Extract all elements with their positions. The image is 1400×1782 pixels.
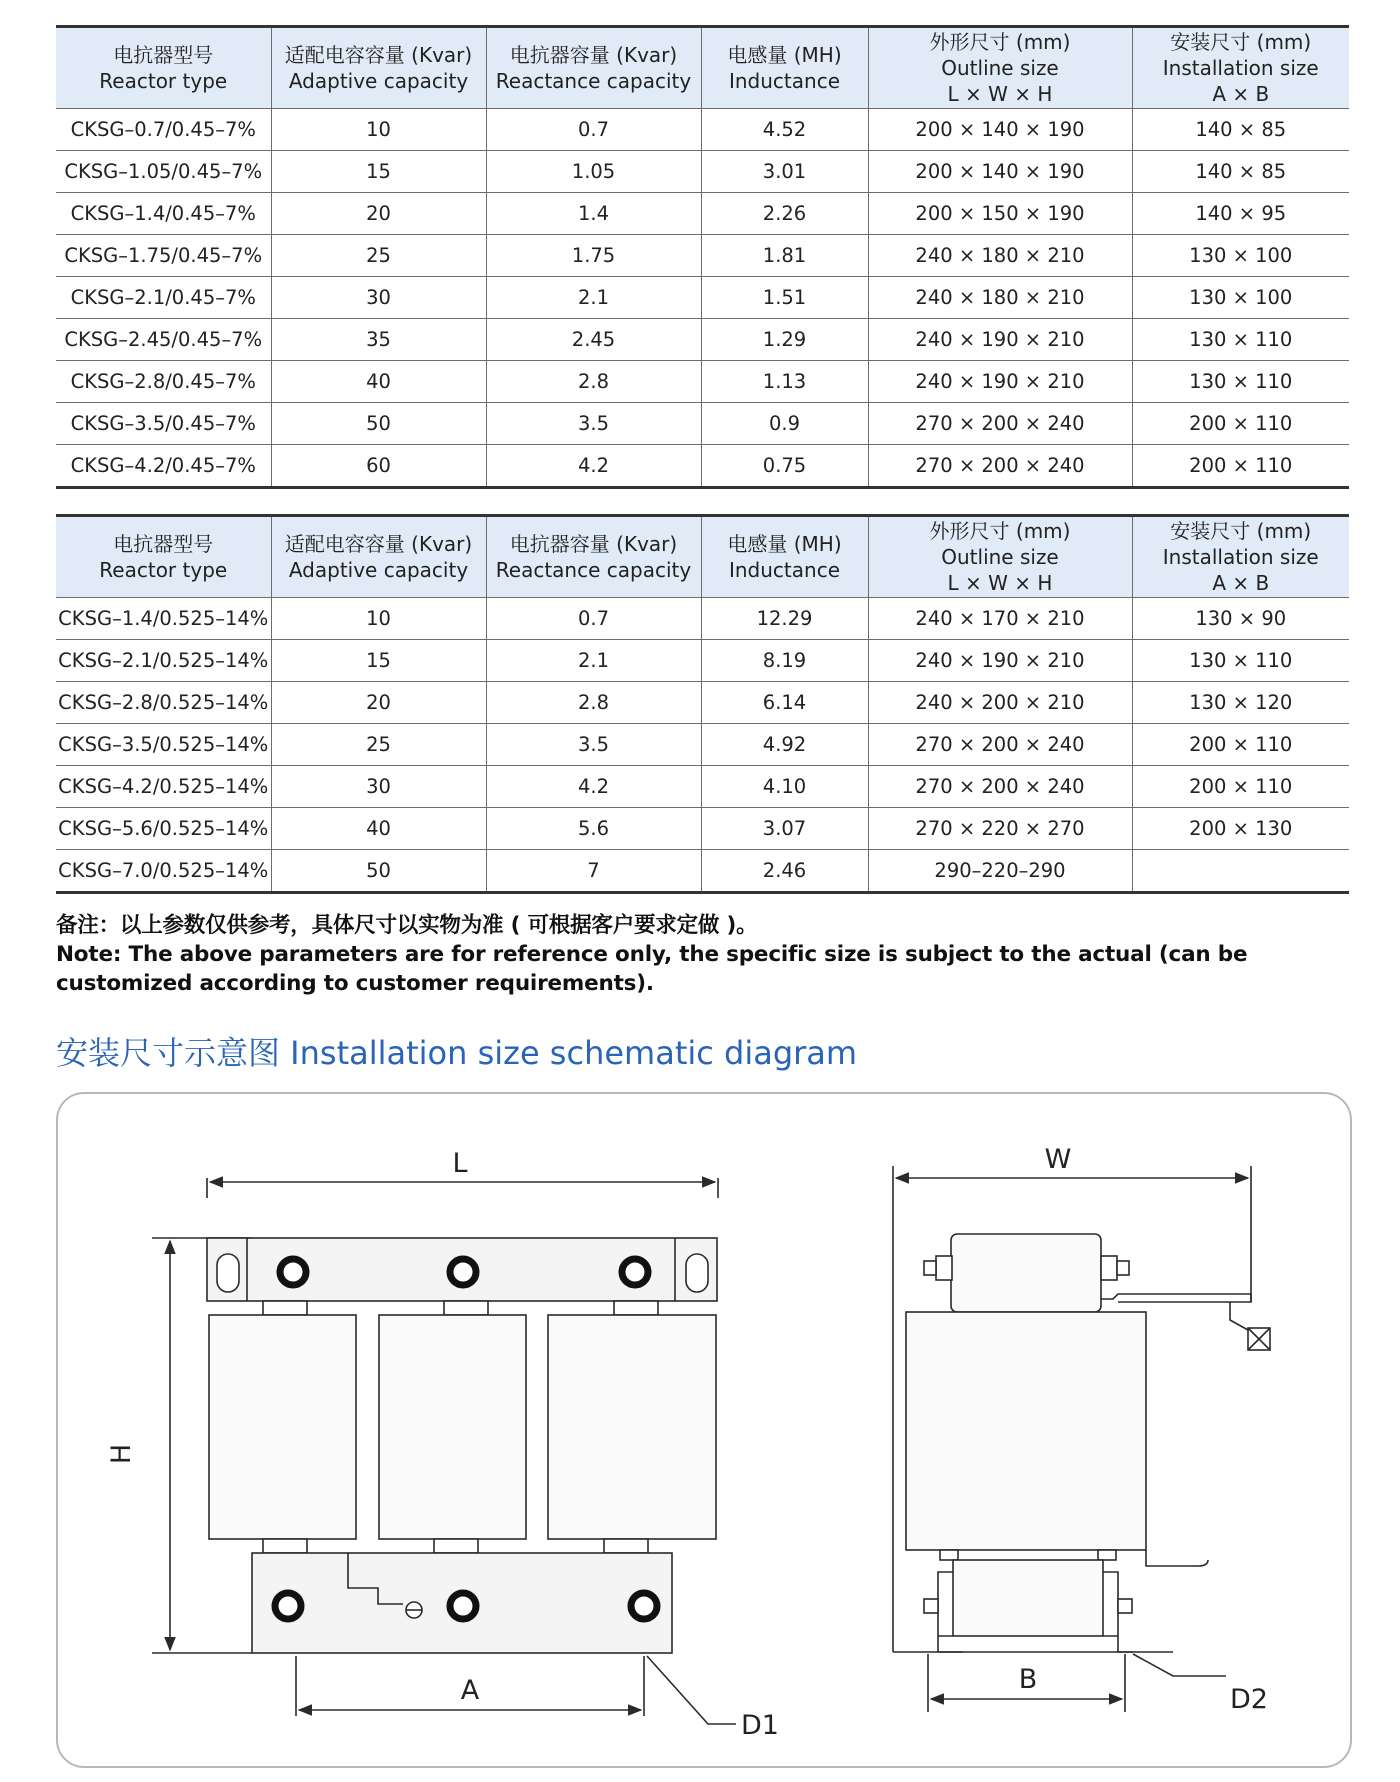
cell-installation-size: 200 × 110	[1132, 445, 1349, 488]
cell-outline-size: 240 × 190 × 210	[868, 640, 1132, 682]
terminal-lead	[1230, 1302, 1248, 1330]
cell-inductance: 12.29	[701, 598, 868, 640]
terminal-bottom-2	[450, 1593, 476, 1619]
D1-leader	[647, 1656, 736, 1724]
cell-installation-size: 140 × 85	[1132, 109, 1349, 151]
header-cn: 适配电容容量 (Kvar)	[284, 532, 473, 556]
bolt-right-bottom	[1118, 1599, 1132, 1613]
side-clamp-2	[1098, 1550, 1116, 1560]
header-en: Adaptive capacity	[288, 558, 469, 582]
label-L: L	[452, 1148, 468, 1179]
header-inductance	[701, 516, 868, 598]
cell-reactance-capacity: 1.4	[486, 193, 701, 235]
table-row	[56, 193, 1349, 235]
cell-inductance: 1.13	[701, 361, 868, 403]
cell-installation-size: 130 × 110	[1132, 640, 1349, 682]
label-D1: D1	[741, 1710, 779, 1741]
header-cn: 电抗器型号	[113, 43, 214, 67]
header-cn: 电感量 (MH)	[727, 532, 842, 556]
header-cn: 外形尺寸 (mm)	[929, 30, 1071, 54]
cell-installation-size: 130 × 110	[1132, 319, 1349, 361]
table-row	[56, 361, 1349, 403]
label-D2: D2	[1230, 1684, 1268, 1715]
header-en: Reactor type	[99, 69, 228, 93]
header-reactor-type	[56, 516, 271, 598]
cell-installation-size: 200 × 130	[1132, 808, 1349, 850]
cell-outline-size: 270 × 220 × 270	[868, 808, 1132, 850]
terminal-top-2	[450, 1259, 476, 1285]
header-en: Reactance capacity	[495, 558, 692, 582]
cell-adaptive-capacity: 50	[271, 403, 486, 445]
header-installation-size	[1132, 516, 1349, 598]
table-header-row	[56, 27, 1349, 109]
cell-adaptive-capacity: 25	[271, 235, 486, 277]
cell-outline-size: 240 × 170 × 210	[868, 598, 1132, 640]
cell-inductance: 4.92	[701, 724, 868, 766]
cell-inductance: 4.10	[701, 766, 868, 808]
cell-outline-size: 200 × 140 × 190	[868, 109, 1132, 151]
note-chinese: 备注：以上参数仅供参考，具体尺寸以实物为准 ( 可根据客户要求定做 )。	[56, 913, 758, 938]
header-cn: 电抗器容量 (Kvar)	[509, 532, 678, 556]
cell-reactance-capacity: 3.5	[486, 724, 701, 766]
cell-installation-size: 130 × 100	[1132, 277, 1349, 319]
side-view	[893, 1144, 1270, 1715]
cell-reactance-capacity: 0.7	[486, 109, 701, 151]
header-inductance	[701, 27, 868, 109]
cell-reactance-capacity: 2.45	[486, 319, 701, 361]
cell-reactance-capacity: 0.7	[486, 598, 701, 640]
header-dims: L × W × H	[947, 82, 1053, 106]
cell-inductance: 1.81	[701, 235, 868, 277]
label-H: H	[106, 1443, 137, 1465]
cell-installation-size: 130 × 90	[1132, 598, 1349, 640]
cell-outline-size: 240 × 190 × 210	[868, 319, 1132, 361]
header-en: Adaptive capacity	[288, 69, 469, 93]
header-cn: 电抗器型号	[113, 532, 214, 556]
terminal-bottom-1	[275, 1593, 301, 1619]
clamp-top-1	[263, 1301, 307, 1315]
cell-reactance-capacity: 1.75	[486, 235, 701, 277]
header-en: Inductance	[728, 558, 840, 582]
header-en: Installation size	[1162, 56, 1319, 80]
cell-outline-size: 290–220–290	[868, 850, 1132, 893]
cell-inductance: 0.75	[701, 445, 868, 488]
cell-reactor-type: CKSG–4.2/0.525–14%	[56, 766, 271, 808]
schematic-diagram	[58, 1094, 1350, 1766]
cell-outline-size: 270 × 200 × 240	[868, 766, 1132, 808]
header-reactance-capacity	[486, 516, 701, 598]
foot-right	[1118, 1636, 1133, 1652]
reactor-table-7pct	[56, 25, 1349, 489]
header-en: Outline size	[941, 545, 1059, 569]
cell-reactance-capacity: 5.6	[486, 808, 701, 850]
table-row	[56, 445, 1349, 488]
cell-reactor-type: CKSG–5.6/0.525–14%	[56, 808, 271, 850]
terminal-top-3	[622, 1259, 648, 1285]
table-row	[56, 808, 1349, 850]
cell-reactance-capacity: 7	[486, 850, 701, 893]
cell-inductance: 8.19	[701, 640, 868, 682]
table-row	[56, 682, 1349, 724]
cell-reactor-type: CKSG–1.05/0.45–7%	[56, 151, 271, 193]
cell-reactor-type: CKSG–1.4/0.45–7%	[56, 193, 271, 235]
cell-adaptive-capacity: 25	[271, 724, 486, 766]
table-row	[56, 640, 1349, 682]
cell-adaptive-capacity: 35	[271, 319, 486, 361]
cell-installation-size: 200 × 110	[1132, 724, 1349, 766]
cell-adaptive-capacity: 50	[271, 850, 486, 893]
nut-left-top	[924, 1261, 936, 1275]
cell-inductance: 1.29	[701, 319, 868, 361]
cell-adaptive-capacity: 10	[271, 598, 486, 640]
side-clamp-1	[940, 1550, 958, 1560]
label-W: W	[1044, 1144, 1072, 1175]
cell-installation-size: 200 × 110	[1132, 403, 1349, 445]
cell-adaptive-capacity: 40	[271, 361, 486, 403]
cell-adaptive-capacity: 15	[271, 640, 486, 682]
header-dims: A × B	[1212, 571, 1270, 595]
cell-outline-size: 240 × 200 × 210	[868, 682, 1132, 724]
table-row	[56, 277, 1349, 319]
clamp-bottom-1	[263, 1539, 307, 1553]
cell-reactor-type: CKSG–2.45/0.45–7%	[56, 319, 271, 361]
header-cn: 电感量 (MH)	[727, 43, 842, 67]
cell-adaptive-capacity: 20	[271, 193, 486, 235]
table-row	[56, 109, 1349, 151]
bolt-left-bottom	[924, 1599, 938, 1613]
bottom-frame-left	[938, 1572, 953, 1636]
cell-reactor-type: CKSG–3.5/0.525–14%	[56, 724, 271, 766]
bolt-right-top	[1101, 1256, 1117, 1280]
cell-adaptive-capacity: 10	[271, 109, 486, 151]
table-row	[56, 850, 1349, 893]
cell-reactor-type: CKSG–2.1/0.45–7%	[56, 277, 271, 319]
cell-reactance-capacity: 2.1	[486, 640, 701, 682]
cell-adaptive-capacity: 30	[271, 277, 486, 319]
table-body	[56, 109, 1349, 488]
header-en: Inductance	[728, 69, 840, 93]
table-header-row	[56, 516, 1349, 598]
cell-inductance: 3.07	[701, 808, 868, 850]
label-B: B	[1018, 1664, 1038, 1695]
cell-outline-size: 200 × 150 × 190	[868, 193, 1132, 235]
table-row	[56, 724, 1349, 766]
table-row	[56, 598, 1349, 640]
header-cn: 安装尺寸 (mm)	[1170, 30, 1312, 54]
mount-slot-right	[686, 1254, 708, 1292]
cell-inductance: 0.9	[701, 403, 868, 445]
cell-adaptive-capacity: 20	[271, 682, 486, 724]
cell-reactor-type: CKSG–7.0/0.525–14%	[56, 850, 271, 893]
header-dims: A × B	[1212, 82, 1270, 106]
header-en: Reactance capacity	[495, 69, 692, 93]
section-title: 安装尺寸示意图 Installation size schematic diagram	[56, 1034, 858, 1072]
header-adaptive-capacity	[271, 27, 486, 109]
cell-outline-size: 270 × 200 × 240	[868, 445, 1132, 488]
cell-reactance-capacity: 2.8	[486, 682, 701, 724]
cell-installation-size: 130 × 110	[1132, 361, 1349, 403]
clamp-bottom-2	[434, 1539, 478, 1553]
cell-adaptive-capacity: 40	[271, 808, 486, 850]
cell-inductance: 1.51	[701, 277, 868, 319]
cell-installation-size: 140 × 95	[1132, 193, 1349, 235]
header-dims: L × W × H	[947, 571, 1053, 595]
table-row	[56, 403, 1349, 445]
cell-outline-size: 270 × 200 × 240	[868, 403, 1132, 445]
table-row	[56, 235, 1349, 277]
bolt-left-top	[936, 1256, 952, 1280]
cell-installation-size: 140 × 85	[1132, 151, 1349, 193]
cell-reactor-type: CKSG–0.7/0.45–7%	[56, 109, 271, 151]
table-row	[56, 766, 1349, 808]
schematic-diagram-panel	[56, 1092, 1352, 1768]
D2-leader	[1133, 1654, 1226, 1676]
side-coil-body	[906, 1312, 1146, 1550]
cell-reactance-capacity: 4.2	[486, 766, 701, 808]
cell-reactance-capacity: 4.2	[486, 445, 701, 488]
cell-inductance: 2.46	[701, 850, 868, 893]
cell-outline-size: 200 × 140 × 190	[868, 151, 1132, 193]
front-view	[106, 1148, 779, 1741]
cell-reactance-capacity: 2.8	[486, 361, 701, 403]
cell-reactor-type: CKSG–2.1/0.525–14%	[56, 640, 271, 682]
coil-1	[209, 1315, 356, 1539]
reactor-table-14pct	[56, 514, 1349, 894]
header-cn: 适配电容容量 (Kvar)	[284, 43, 473, 67]
cell-reactance-capacity: 1.05	[486, 151, 701, 193]
header-outline-size	[868, 516, 1132, 598]
clamp-bottom-3	[604, 1539, 648, 1553]
table-body	[56, 598, 1349, 893]
cell-inductance: 4.52	[701, 109, 868, 151]
header-outline-size	[868, 27, 1132, 109]
header-installation-size	[1132, 27, 1349, 109]
cell-installation-size	[1132, 850, 1349, 893]
cell-inductance: 2.26	[701, 193, 868, 235]
header-cn: 电抗器容量 (Kvar)	[509, 43, 678, 67]
cell-outline-size: 270 × 200 × 240	[868, 724, 1132, 766]
foot-left	[938, 1636, 963, 1652]
table-row	[56, 151, 1349, 193]
bottom-frame-right	[1103, 1572, 1118, 1636]
cell-adaptive-capacity: 15	[271, 151, 486, 193]
header-en: Outline size	[941, 56, 1059, 80]
note-english: Note: The above parameters are for reference only, the specific size is subject to the actual (can be customized according to customer requirements).	[56, 942, 1248, 996]
cell-inductance: 3.01	[701, 151, 868, 193]
cell-outline-size: 240 × 190 × 210	[868, 361, 1132, 403]
cell-outline-size: 240 × 180 × 210	[868, 235, 1132, 277]
clamp-top-3	[614, 1301, 658, 1315]
cell-reactor-type: CKSG–2.8/0.525–14%	[56, 682, 271, 724]
coil-2	[379, 1315, 526, 1539]
header-reactor-type	[56, 27, 271, 109]
cell-reactor-type: CKSG–4.2/0.45–7%	[56, 445, 271, 488]
cell-reactor-type: CKSG–1.4/0.525–14%	[56, 598, 271, 640]
cell-adaptive-capacity: 60	[271, 445, 486, 488]
terminal-arm	[1101, 1294, 1251, 1302]
cell-reactor-type: CKSG–2.8/0.45–7%	[56, 361, 271, 403]
header-en: Installation size	[1162, 545, 1319, 569]
header-en: Reactor type	[99, 558, 228, 582]
header-reactance-capacity	[486, 27, 701, 109]
cell-reactor-type: CKSG–3.5/0.45–7%	[56, 403, 271, 445]
nut-right-top	[1117, 1261, 1129, 1275]
cell-outline-size: 240 × 180 × 210	[868, 277, 1132, 319]
cell-installation-size: 130 × 120	[1132, 682, 1349, 724]
cell-adaptive-capacity: 30	[271, 766, 486, 808]
cell-reactance-capacity: 2.1	[486, 277, 701, 319]
cell-reactor-type: CKSG–1.75/0.45–7%	[56, 235, 271, 277]
side-bottom-block	[953, 1560, 1103, 1636]
terminal-top-1	[280, 1259, 306, 1285]
header-adaptive-capacity	[271, 516, 486, 598]
cell-installation-size: 200 × 110	[1132, 766, 1349, 808]
cell-reactance-capacity: 3.5	[486, 403, 701, 445]
terminal-bottom-3	[631, 1593, 657, 1619]
top-clamp-block	[951, 1234, 1101, 1312]
header-cn: 外形尺寸 (mm)	[929, 519, 1071, 543]
mount-slot-left	[217, 1254, 239, 1292]
cell-inductance: 6.14	[701, 682, 868, 724]
cell-installation-size: 130 × 100	[1132, 235, 1349, 277]
coil-3	[548, 1315, 716, 1539]
table-row	[56, 319, 1349, 361]
clamp-top-2	[444, 1301, 488, 1315]
label-A: A	[460, 1675, 480, 1706]
foot-tab	[1146, 1550, 1208, 1566]
header-cn: 安装尺寸 (mm)	[1170, 519, 1312, 543]
